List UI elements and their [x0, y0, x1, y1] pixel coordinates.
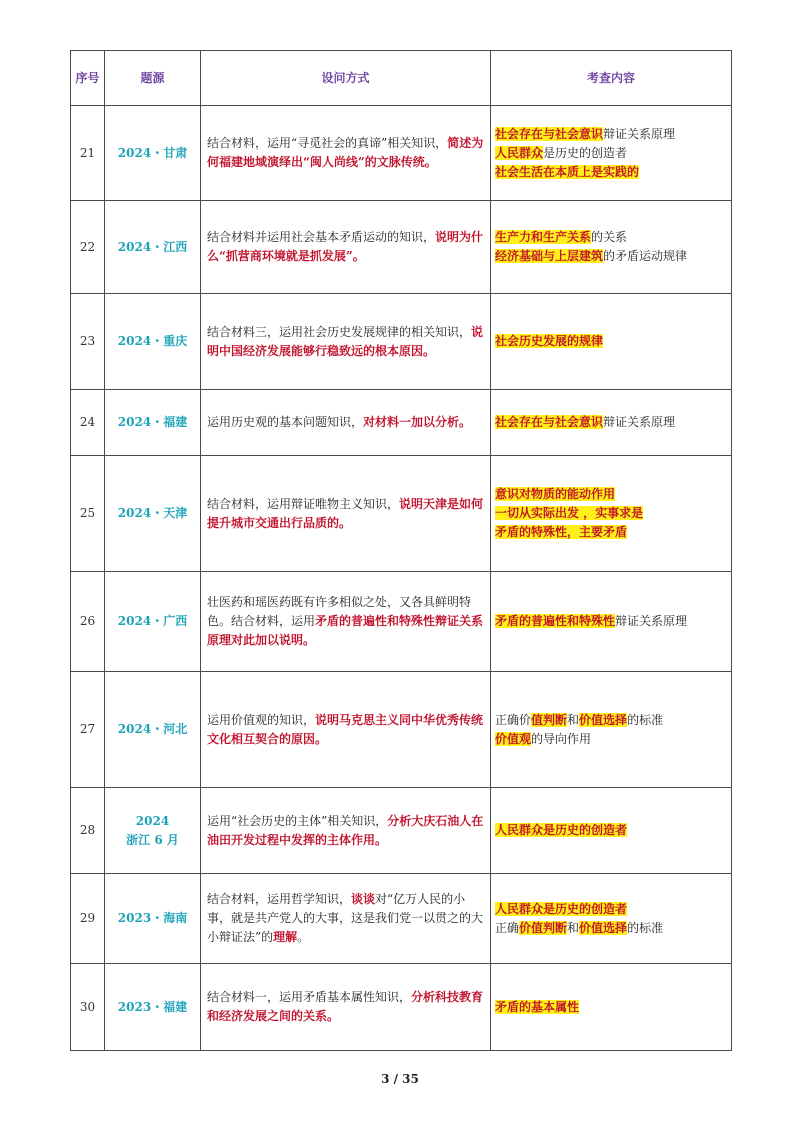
header-question: 设问方式 — [201, 51, 491, 106]
highlighted-text: 生产力和生产关系 — [495, 230, 592, 244]
content-cell — [491, 572, 732, 672]
table-row — [71, 456, 732, 572]
plain-text: 辩证关系原理 — [603, 126, 676, 141]
row-number: 22 — [71, 201, 105, 294]
source-cell: 2024・福建 — [105, 390, 201, 456]
source-cell: 2023・福建 — [105, 964, 201, 1051]
source-region: 浙江 6 月 — [126, 832, 179, 847]
content-line — [495, 125, 727, 144]
content-cell — [491, 294, 732, 390]
content-cell — [491, 390, 732, 456]
row-number: 23 — [71, 294, 105, 390]
plain-text: 结合材料，运用哲学知识， — [207, 892, 352, 906]
plain-text: 结合材料，运用辩证唯物主义知识， — [207, 496, 400, 511]
content-line — [495, 711, 727, 730]
highlighted-text: 值判断 — [531, 712, 568, 727]
table-row — [71, 788, 732, 874]
highlighted-text: 矛盾的特殊性，主要矛盾 — [495, 525, 628, 539]
highlighted-text: 价值观 — [495, 731, 532, 746]
plain-text: 结合材料并运用社会基本矛盾运动的知识， — [207, 230, 436, 244]
source-cell — [105, 788, 201, 874]
content-line — [495, 413, 727, 432]
row-number: 21 — [71, 106, 105, 201]
highlighted-text: 社会存在与社会意识 — [495, 415, 604, 429]
content-line — [495, 228, 727, 247]
row-number: 27 — [71, 672, 105, 788]
row-number: 26 — [71, 572, 105, 672]
content-cell — [491, 106, 732, 201]
emphasis-text: 矛盾的普遍性和特殊性辩证关系原理对此加以说明。 — [207, 614, 484, 647]
plain-text: 正确价 — [495, 712, 532, 727]
plain-text: 结合材料三，运用社会历史发展规律的相关知识， — [207, 324, 472, 339]
content-cell — [491, 964, 732, 1051]
question-cell — [201, 788, 491, 874]
source-cell: 2024・广西 — [105, 572, 201, 672]
content-line — [495, 821, 727, 840]
emphasis-text: 说明马克思主义同中华优秀传统文化相互契合的原因。 — [207, 712, 484, 746]
highlighted-text: 社会历史发展的规律 — [495, 334, 604, 348]
highlighted-text: 人民群众是历史的创造者 — [495, 823, 628, 837]
content-cell — [491, 201, 732, 294]
plain-text: 运用历史观的基本问题知识， — [207, 415, 364, 429]
content-line — [495, 247, 727, 266]
content-line — [495, 144, 727, 163]
highlighted-text: 矛盾的基本属性 — [495, 999, 580, 1014]
plain-text: 和 — [567, 920, 580, 935]
table-row — [71, 874, 732, 964]
emphasis-text: 简述为何福建地域演绎出“闽人尚线”的文脉传统。 — [207, 136, 484, 169]
emphasis-text: 说明为什么“抓营商环境就是抓发展”。 — [207, 230, 484, 263]
highlighted-text: 经济基础与上层建筑 — [495, 249, 604, 263]
header-row — [71, 51, 732, 106]
highlighted-text: 价值选择 — [579, 920, 628, 935]
source-cell: 2024・江西 — [105, 201, 201, 294]
content-cell — [491, 456, 732, 572]
question-cell — [201, 294, 491, 390]
emphasis-text: 对材料一加以分析。 — [363, 415, 472, 429]
table-row — [71, 964, 732, 1051]
highlighted-text: 人民群众 — [495, 145, 544, 160]
emphasis-text: 理解 — [273, 930, 298, 944]
highlighted-text: 价值判断 — [519, 920, 568, 935]
plain-text: 辩证关系原理 — [603, 415, 676, 429]
source-cell: 2024・甘肃 — [105, 106, 201, 201]
emphasis-text: 分析大庆石油人在油田开发过程中发挥的主体作用。 — [207, 813, 484, 847]
content-cell — [491, 672, 732, 788]
plain-text: 对“亿万人民的小事，就是共产党人的大事，这是我们党一以贯之的大小辩证法”的 — [207, 892, 484, 944]
plain-text: 运用价值观的知识， — [207, 712, 316, 727]
plain-text: 。 — [297, 930, 310, 944]
row-number: 28 — [71, 788, 105, 874]
content-line — [495, 919, 727, 938]
content-line — [495, 163, 727, 182]
row-number: 24 — [71, 390, 105, 456]
emphasis-text: 说明中国经济发展能够行稳致远的根本原因。 — [207, 324, 484, 358]
table-row — [71, 672, 732, 788]
plain-text: 和 — [567, 712, 580, 727]
header-num: 序号 — [71, 51, 105, 106]
page-number: 3 / 35 — [381, 1072, 419, 1086]
header-content: 考查内容 — [491, 51, 732, 106]
exam-table — [70, 50, 732, 1051]
plain-text: 是历史的创造者 — [543, 145, 628, 160]
row-number: 25 — [71, 456, 105, 572]
content-line — [495, 485, 727, 504]
question-cell — [201, 201, 491, 294]
plain-text: 结合材料，运用“寻觅社会的真谛”相关知识， — [207, 136, 448, 150]
source-year: 2024 — [135, 813, 170, 828]
content-cell — [491, 874, 732, 964]
table-row — [71, 572, 732, 672]
source-cell: 2024・天津 — [105, 456, 201, 572]
plain-text: 结合材料一，运用矛盾基本属性知识， — [207, 990, 412, 1004]
content-line — [495, 612, 727, 631]
table-row — [71, 106, 732, 201]
table-row — [71, 294, 732, 390]
content-line — [495, 504, 727, 523]
plain-text: 的导向作用 — [531, 731, 592, 746]
content-line — [495, 332, 727, 351]
question-cell — [201, 572, 491, 672]
table-row — [71, 201, 732, 294]
emphasis-text: 分析科技教育和经济发展之间的关系。 — [207, 990, 484, 1023]
table-row — [71, 390, 732, 456]
source-cell: 2023・海南 — [105, 874, 201, 964]
question-cell — [201, 874, 491, 964]
highlighted-text: 人民群众是历史的创造者 — [495, 901, 628, 916]
plain-text: 壮医药和瑶医药既有许多相似之处，又各具鲜明特色。结合材料，运用 — [207, 595, 472, 628]
row-number: 30 — [71, 964, 105, 1051]
question-cell — [201, 390, 491, 456]
plain-text: 运用“社会历史的主体”相关知识， — [207, 813, 388, 828]
highlighted-text: 社会存在与社会意识 — [495, 126, 604, 141]
source-cell: 2024・重庆 — [105, 294, 201, 390]
emphasis-text: 说明天津是如何提升城市交通出行品质的。 — [207, 496, 484, 530]
highlighted-text: 价值选择 — [579, 712, 628, 727]
plain-text: 的标准 — [627, 920, 664, 935]
plain-text: 辩证关系原理 — [615, 614, 688, 628]
header-source: 题源 — [105, 51, 201, 106]
emphasis-text: 谈谈 — [351, 892, 376, 906]
plain-text: 的关系 — [591, 230, 628, 244]
plain-text: 的标准 — [627, 712, 664, 727]
content-line — [495, 998, 727, 1017]
source-cell: 2024・河北 — [105, 672, 201, 788]
highlighted-text: 一切从实际出发 ，实事求是 — [495, 506, 644, 520]
content-line — [495, 523, 727, 542]
content-line — [495, 730, 727, 749]
highlighted-text: 矛盾的普遍性和特殊性 — [495, 614, 616, 628]
question-cell — [201, 672, 491, 788]
highlighted-text: 意识对物质的能动作用 — [495, 487, 616, 501]
content-cell — [491, 788, 732, 874]
question-cell — [201, 964, 491, 1051]
plain-text: 的矛盾运动规律 — [603, 249, 688, 263]
row-number: 29 — [71, 874, 105, 964]
content-line — [495, 900, 727, 919]
plain-text: 正确 — [495, 920, 520, 935]
question-cell — [201, 456, 491, 572]
question-cell — [201, 106, 491, 201]
highlighted-text: 社会生活在本质上是实践的 — [495, 164, 640, 179]
